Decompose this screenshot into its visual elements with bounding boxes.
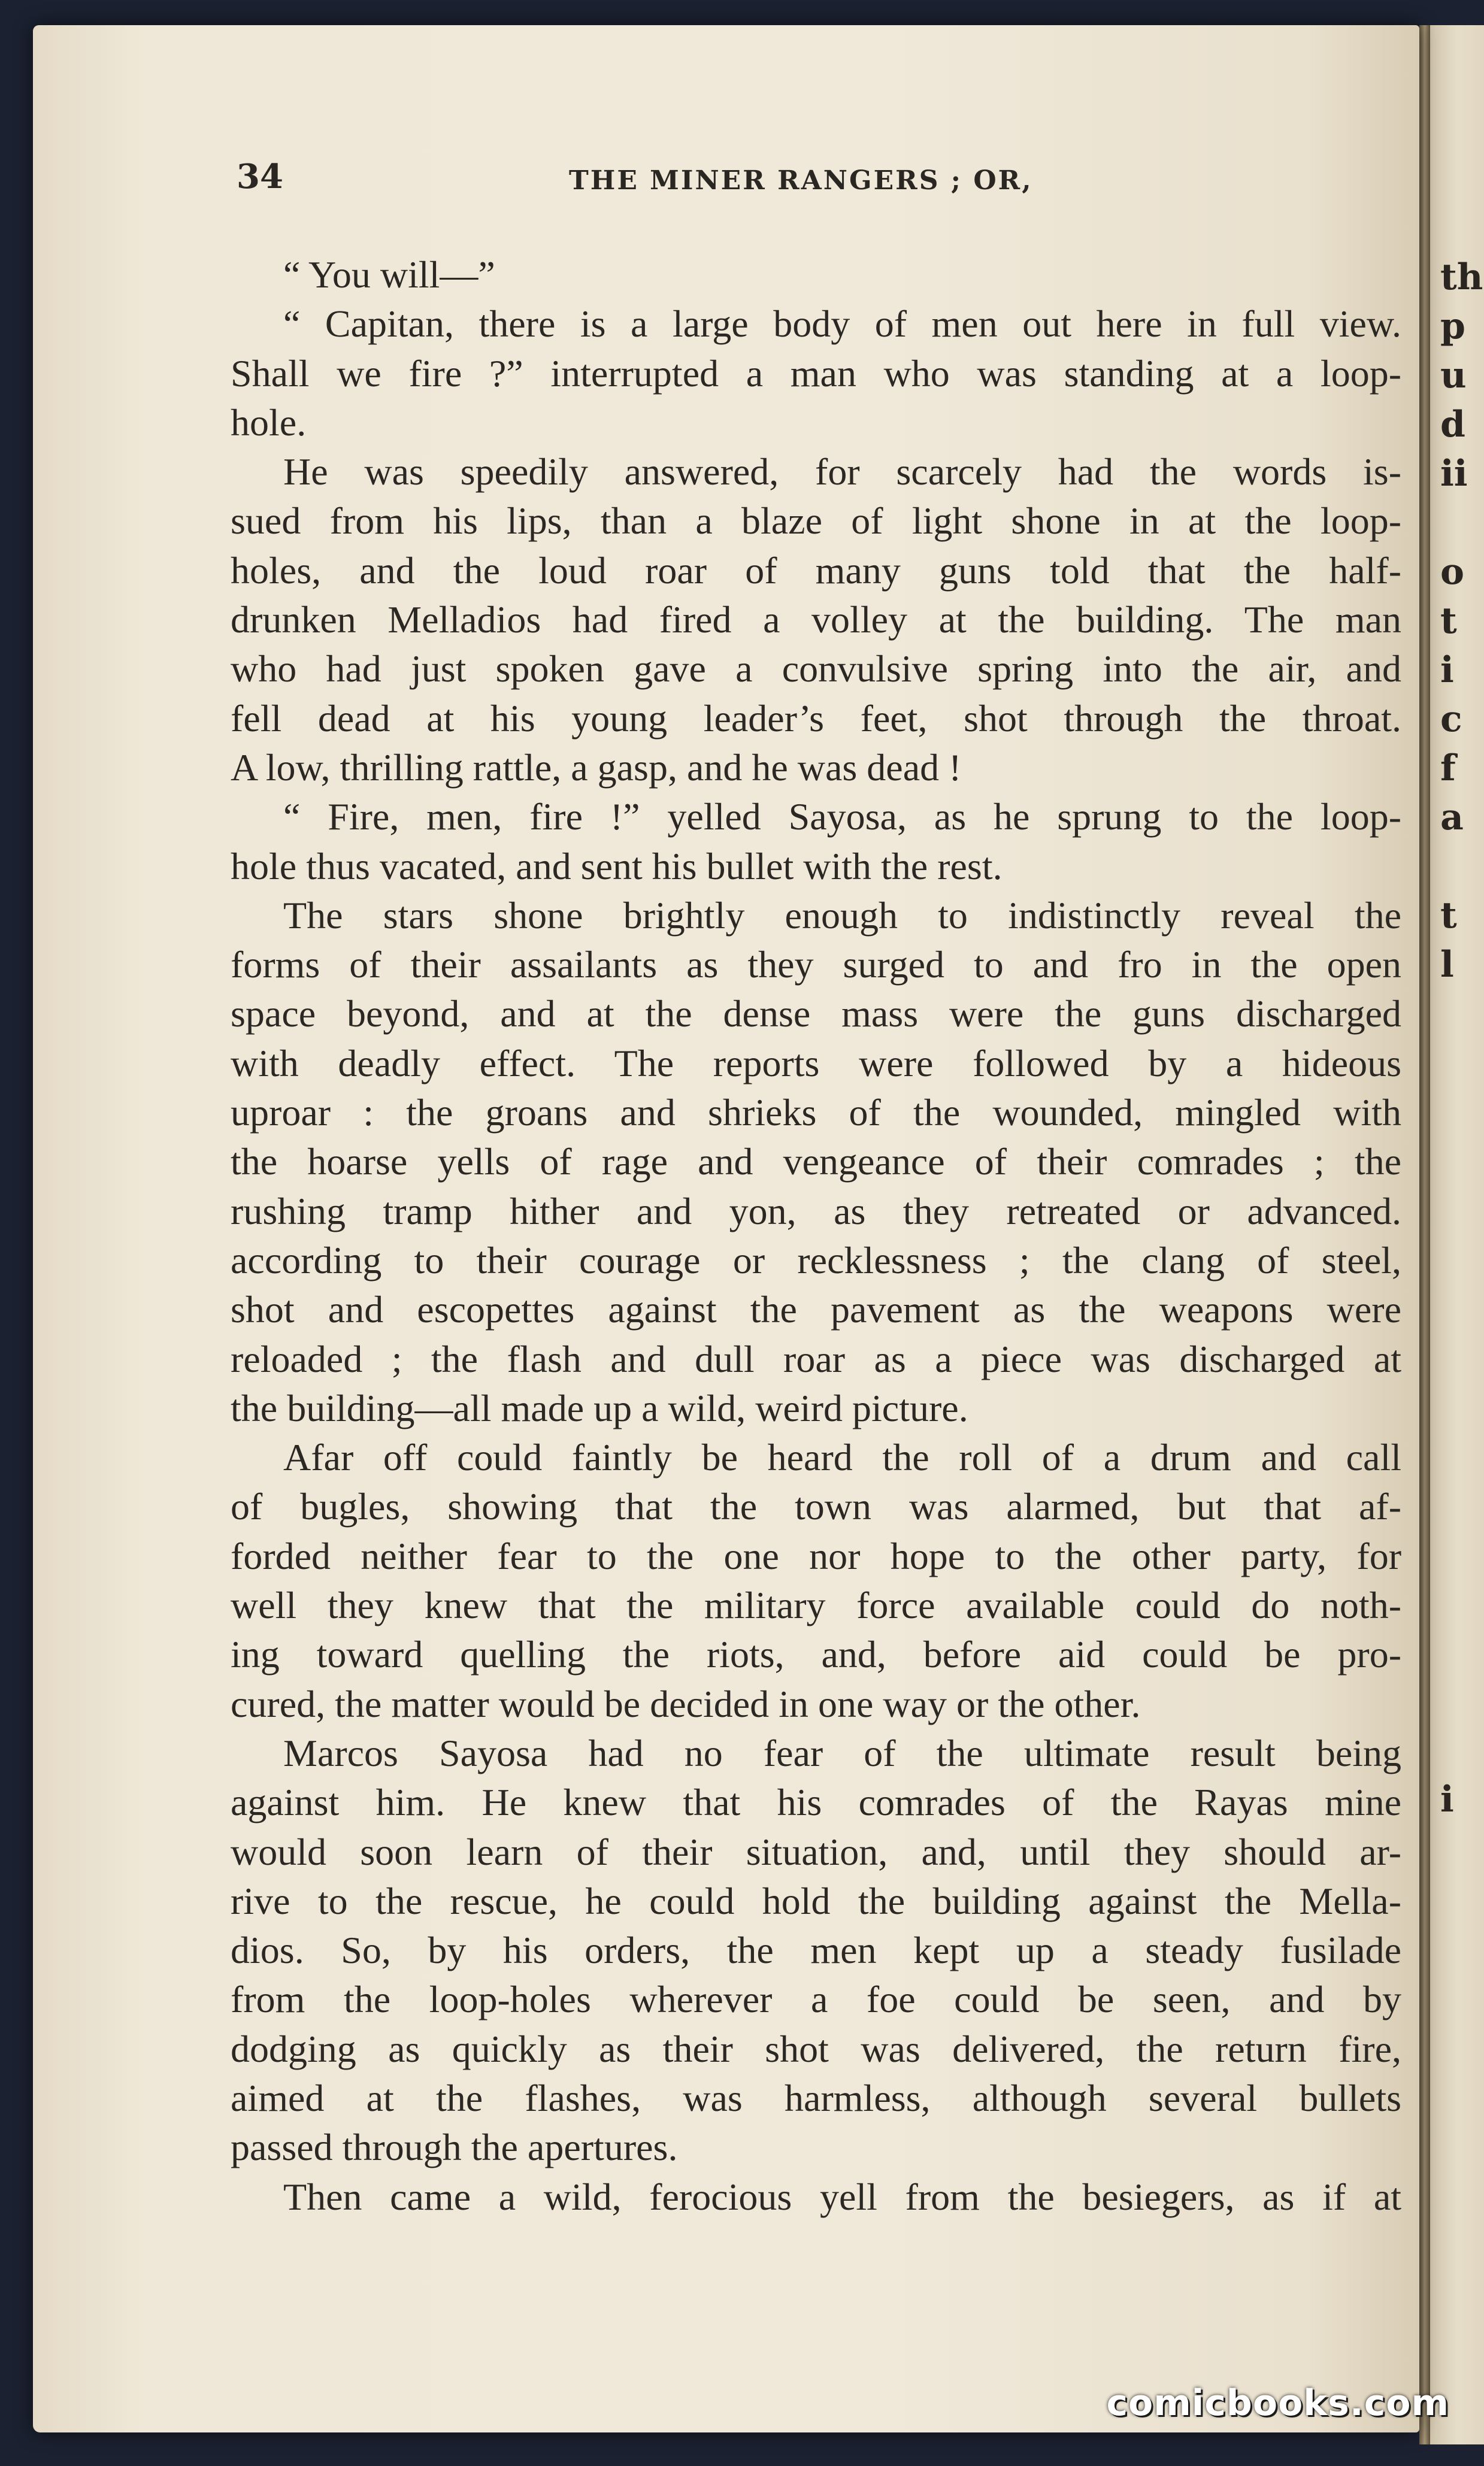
adjacent-page-fragment [1440, 1726, 1483, 1775]
text-line: dodging as quickly as their shot was delivered, the return fire, [231, 2027, 1401, 2070]
adjacent-page-fragment: f [1440, 747, 1456, 789]
text-line: Then came a wild, ferocious yell from the besiegers, as if at [283, 2175, 1401, 2218]
adjacent-page-fragment: ii [1440, 453, 1468, 495]
text-line: drunken Melladios had fired a volley at the building. The man [231, 598, 1401, 641]
text-line: shot and escopettes against the pavement as the weapons were [231, 1288, 1401, 1331]
text-line: aimed at the flashes, was harmless, although several bullets [231, 2076, 1401, 2119]
text-line: with deadly effect. The reports were followed by a hideous [231, 1041, 1401, 1084]
adjacent-page-fragment [1440, 1087, 1483, 1137]
adjacent-page-fragment: u [1440, 355, 1467, 396]
running-head: THE MINER RANGERS ; OR, [569, 165, 1033, 196]
text-line: Marcos Sayosa had no fear of the ultimate result being [283, 1731, 1401, 1774]
adjacent-page-fragment: t [1440, 600, 1457, 642]
adjacent-page-fragment [1440, 842, 1483, 891]
book-gutter [1419, 25, 1430, 2444]
text-line: hole. [231, 401, 307, 444]
text-line: the hoarse yells of rage and vengeance of their comrades ; the [231, 1140, 1401, 1183]
text-line: rushing tramp hither and yon, as they retreated or advanced. [231, 1189, 1401, 1232]
adjacent-page-fragment [1440, 1431, 1483, 1480]
text-line: “ Fire, men, fire !” yelled Sayosa, as he sprung to the loop- [283, 795, 1401, 838]
text-line: uproar : the groans and shrieks of the wounded, mingled with [231, 1091, 1401, 1134]
text-line: holes, and the loud roar of many guns told that the half- [231, 549, 1401, 592]
text-line: “ You will—” [283, 253, 495, 296]
text-line: sued from his lips, than a blaze of light shone in at the loop- [231, 499, 1401, 543]
text-line: of bugles, showing that the town was alarmed, but that af- [231, 1485, 1401, 1528]
adjacent-page-fragment: i [1440, 649, 1454, 691]
text-line: reloaded ; the flash and dull roar as a piece was discharged at [231, 1337, 1401, 1380]
text-line: the building—all made up a wild, weird picture. [231, 1386, 968, 1429]
adjacent-page-fragment [1440, 1235, 1483, 1284]
text-line: against him. He knew that his comrades of the Rayas mine [231, 1781, 1401, 1824]
text-line: Afar off could faintly be heard the roll of a drum and call [283, 1436, 1401, 1479]
adjacent-page-fragment: l [1440, 944, 1454, 986]
text-line: who had just spoken gave a convulsive spring into the air, and [231, 647, 1401, 690]
adjacent-page-edge [1428, 25, 1484, 2444]
adjacent-page-fragment: p [1440, 305, 1465, 347]
adjacent-page-fragment [1440, 1628, 1483, 1677]
text-line: well they knew that the military force available could do noth- [231, 1584, 1401, 1627]
text-line: passed through the apertures. [231, 2126, 678, 2169]
adjacent-page-fragment [1440, 498, 1483, 547]
adjacent-page-fragment [1440, 1333, 1483, 1382]
adjacent-page-fragment [1440, 1677, 1483, 1726]
text-line: according to their courage or recklessness ; the clang of steel, [231, 1238, 1401, 1282]
body-text [231, 250, 1401, 2222]
adjacent-page-fragment [1440, 989, 1483, 1038]
text-line: He was speedily answered, for scarcely had the words is- [283, 450, 1401, 493]
text-line: forded neither fear to the one nor hope to the other party, for [231, 1534, 1401, 1577]
text-line: Shall we fire ?” interrupted a man who was standing at a loop- [231, 352, 1401, 395]
adjacent-page-fragment: a [1440, 796, 1464, 838]
adjacent-page-fragment: th [1440, 256, 1483, 298]
text-line: rive to the rescue, he could hold the building against the Mella- [231, 1879, 1401, 1922]
text-line: “ Capitan, there is a large body of men out here in full view. [283, 302, 1401, 346]
adjacent-page-text-fragments [1440, 253, 1483, 1824]
text-line: would soon learn of their situation, and, until they should ar- [231, 1830, 1401, 1873]
adjacent-page-fragment [1440, 1038, 1483, 1087]
adjacent-page-fragment: o [1440, 551, 1465, 593]
page-header [0, 157, 1484, 205]
text-line: ing toward quelling the riots, and, before aid could be pro- [231, 1633, 1401, 1676]
text-line: A low, thrilling rattle, a gasp, and he was dead ! [231, 746, 962, 789]
text-line: fell dead at his young leader’s feet, shot through the throat. [231, 696, 1401, 740]
adjacent-page-fragment [1440, 1284, 1483, 1333]
text-line: forms of their assailants as they surged to and fro in the open [231, 943, 1401, 986]
page-number: 34 [237, 157, 283, 196]
text-line: hole thus vacated, and sent his bullet with the rest. [231, 844, 1003, 887]
adjacent-page-fragment [1440, 1382, 1483, 1431]
adjacent-page-fragment [1440, 1579, 1483, 1628]
adjacent-page-fragment: d [1440, 404, 1465, 446]
adjacent-page-fragment: i [1440, 1779, 1454, 1820]
adjacent-page-fragment: c [1440, 698, 1462, 740]
text-line: dios. So, by his orders, the men kept up a steady fusilade [231, 1929, 1401, 1972]
site-watermark: comicbooks.com [1106, 2382, 1449, 2424]
adjacent-page-fragment [1440, 1137, 1483, 1186]
text-line: from the loop-holes wherever a foe could be seen, and by [231, 1978, 1401, 2021]
adjacent-page-fragment: t [1440, 895, 1457, 937]
adjacent-page-fragment [1440, 1186, 1483, 1235]
text-line: cured, the matter would be decided in one way or the other. [231, 1682, 1141, 1725]
text-line: The stars shone brightly enough to indistinctly reveal the [283, 893, 1401, 937]
adjacent-page-fragment [1440, 1480, 1483, 1529]
adjacent-page-fragment [1440, 1529, 1483, 1579]
text-line: space beyond, and at the dense mass were the guns discharged [231, 992, 1401, 1035]
